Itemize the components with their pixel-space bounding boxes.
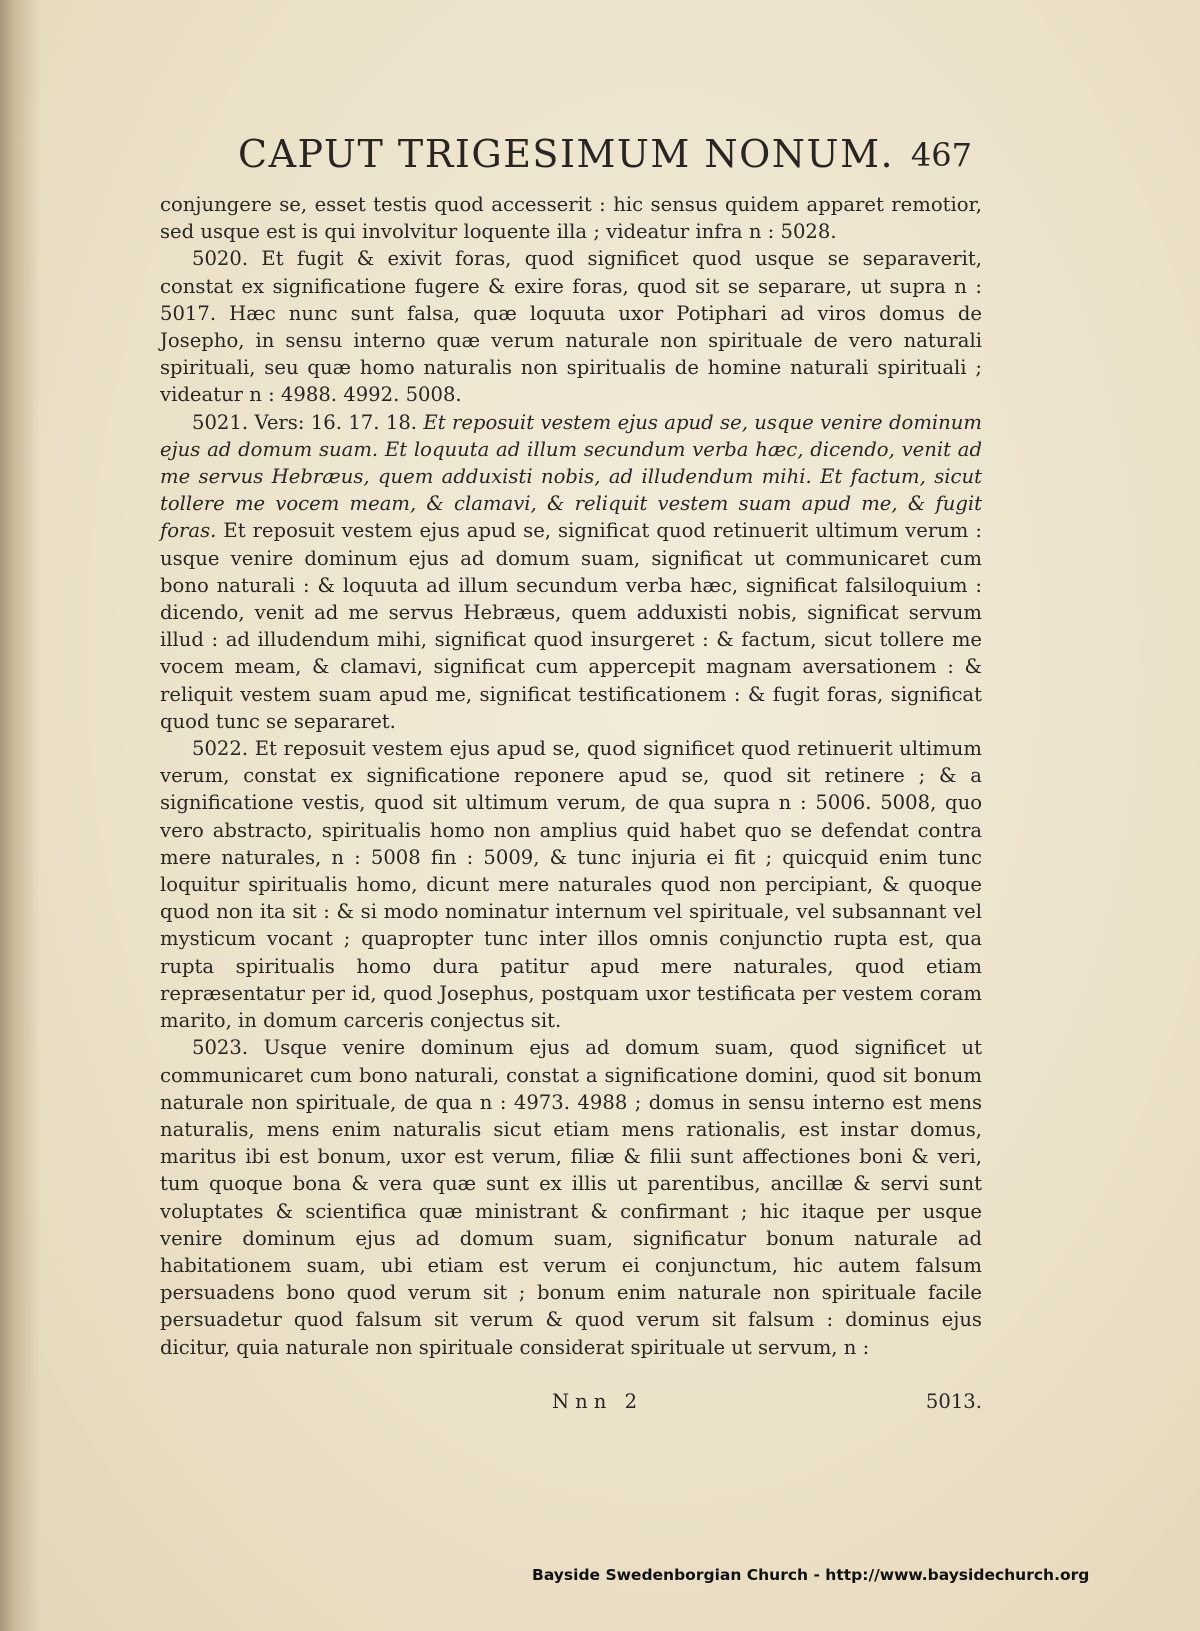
page-footer bbox=[160, 1390, 982, 1420]
paragraph-continuation: conjungere se, esset testis quod accesserit : hic sensus quidem apparet remotior, sed usque est is qui involvitur loquente illa ; videatur infra n : 5028. bbox=[160, 193, 982, 244]
verse-reference: 5021. Vers: 16. 17. 18. bbox=[192, 410, 418, 434]
running-title: CAPUT TRIGESIMUM NONUM. bbox=[238, 132, 895, 176]
paragraph-5022: 5022. Et reposuit vestem ejus apud se, quod significet quod retinuerit ultimum verum, constat ex significatione reponere apud se, quod sit retinere ; & a significatione vestis, quod sit ultimum verum, de qua supra n : 5006. 5008, quo vero abstracto, spiritualis homo non amplius quid habet quo se defendat contra mere naturales, n : 5008 fin : 5009, & tunc injuria ei fit ; quicquid enim tunc loquitur spiritualis homo, dicunt mere naturales quod non percipiant, & quoque quod non ita sit : & si modo nominatur internum vel spirituale, vel subsannant vel mysticum vocant ; quapropter tunc inter illos omnis conjunctio rupta est, qua rupta spiritualis homo dura patitur apud mere naturales, quod etiam repræsentatur per id, quod Josephus, postquam uxor testificata per vestem coram marito, in domum carceris conjectus sit. bbox=[160, 737, 982, 1033]
scripture-quote: Et reposuit vestem ejus apud se, usque venire dominum ejus ad domum suam. Et loquuta ad illum secundum verba hæc, dicendo, venit ad me servus Hebræus, quem adduxisti nobis, ad illudendum mihi. Et factum, sicut tollere me vocem meam, & clamavi, & reliquit vestem suam apud me, & fugit foras. bbox=[160, 410, 982, 543]
paragraph-5020: 5020. Et fugit & exivit foras, quod significet quod usque se separaverit, constat ex significatione fugere & exire foras, quod sit se separare, ut supra n : 5017. Hæc nunc sunt falsa, quæ loquuta uxor Potiphari ad viros domus de Josepho, in sensu interno quæ verum naturale non spirituale de vero naturali spirituali, seu quæ homo naturalis non spiritualis de homine naturali spirituali ; videatur n : 4988. 4992. 5008. bbox=[160, 247, 982, 407]
commentary-text: Et reposuit vestem ejus apud se, significat quod retinuerit ultimum verum : usque venire dominum ejus ad domum suam, significat ut communicaret cum bono naturali : & loquuta ad illum secundum verba hæc, significat falsiloquium : dicendo, venit ad me servus Hebræus, quem adduxisti nobis, significat servum illud : ad illudendum mihi, significat quod insurgeret : & factum, sicut tollere me vocem meam, & clamavi, significat cum appercepit magnam aversationem : & reliquit vestem suam apud me, significat testificationem : & fugit foras, significat quod tunc se separaret. bbox=[160, 519, 982, 733]
signature-mark: Nnn 2 bbox=[552, 1390, 644, 1413]
body-text bbox=[160, 191, 982, 1361]
binding-shadow bbox=[0, 0, 40, 1631]
page-header bbox=[160, 126, 980, 186]
source-credit: Bayside Swedenborgian Church - http://www.baysidechurch.org bbox=[532, 1566, 1090, 1584]
paragraph-5021 bbox=[160, 409, 982, 735]
page-number: 467 bbox=[910, 136, 972, 174]
catchword: 5013. bbox=[925, 1390, 982, 1413]
paragraph-5023: 5023. Usque venire dominum ejus ad domum suam, quod significet ut communicaret cum bono naturali, constat a significatione domini, quod sit bonum naturale non spirituale, de qua n : 4973. 4988 ; domus in sensu interno est mens naturalis, mens enim naturalis sicut etiam mens rationalis, est instar domus, maritus ibi est bonum, uxor est verum, filiæ & filii sunt affectiones boni & veri, tum quoque bona & vera quæ sunt ex illis ut parentibus, ancillæ & servi sunt voluptates & scientifica quæ ministrant & confirmant ; hic itaque per usque venire dominum ejus ad domum suam, significatur bonum naturale ad habitationem suam, ubi etiam est verum ei conjunctum, hic autem falsum persuadens bono quod verum sit ; bonum enim naturale non spirituale facile persuadetur quod falsum sit verum & quod verum sit falsum : dominus ejus dicitur, quia naturale non spirituale considerat spirituale ut servum, n : bbox=[160, 1036, 982, 1359]
